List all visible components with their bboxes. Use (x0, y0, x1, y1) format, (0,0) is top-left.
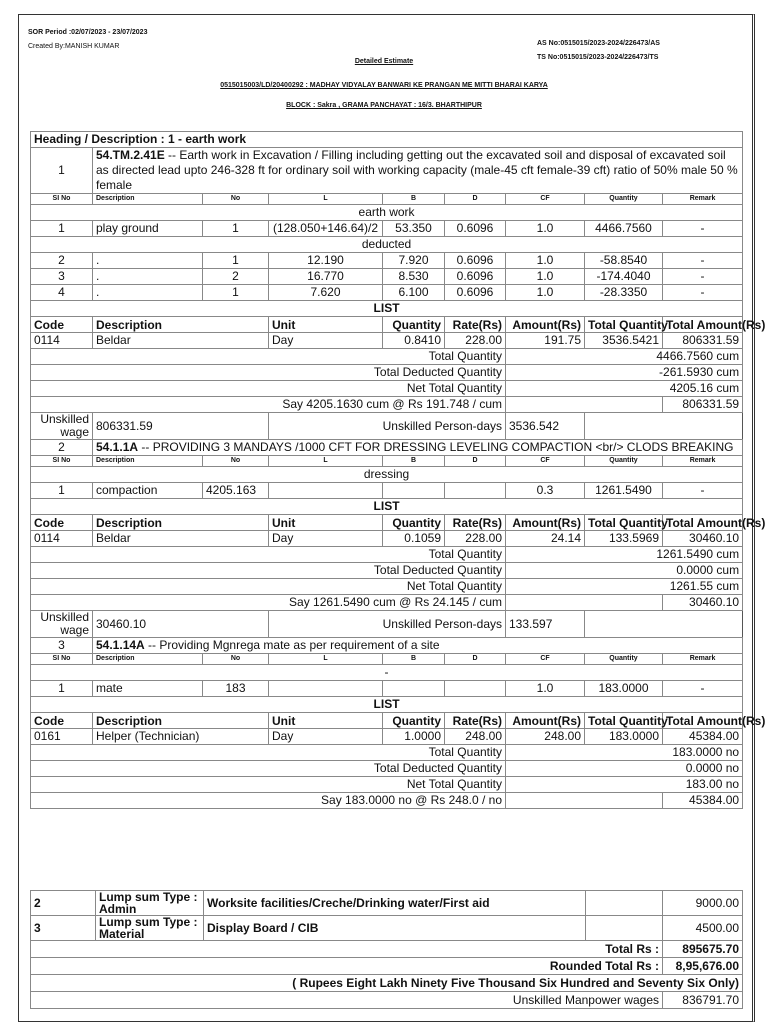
group-title: deducted (31, 237, 743, 253)
measurement-cell: - (663, 221, 743, 237)
ts-number: TS No:0515015/2023-2024/226473/TS (537, 54, 659, 61)
measurement-cell (445, 483, 506, 499)
total-row (31, 579, 743, 595)
group-title: dressing (31, 467, 743, 483)
total-value: 0.0000 cum (506, 563, 743, 579)
list-cell: 24.14 (506, 531, 585, 547)
list-cell: 191.75 (506, 333, 585, 349)
lump-sum-type: Lump sum Type : Material (96, 916, 204, 941)
column-header: Quantity (585, 456, 663, 467)
measurement-cell: mate (93, 681, 203, 697)
measurement-row (31, 483, 743, 499)
section-heading: Heading / Description : 1 - earth work (31, 132, 743, 148)
total-label: Say 4205.1630 cum @ Rs 191.748 / cum (31, 397, 506, 413)
measurement-cell: 1 (203, 285, 269, 301)
total-row (31, 349, 743, 365)
total-row (31, 595, 743, 611)
group-title: earth work (31, 205, 743, 221)
total-label: Total Deducted Quantity (31, 365, 506, 381)
total-value: 1261.55 cum (506, 579, 743, 595)
total-rs-value: 895675.70 (663, 941, 743, 958)
item-description (93, 148, 743, 194)
measurement-cell: 53.350 (383, 221, 445, 237)
list-column-header: Code (31, 713, 93, 729)
list-cell: 228.00 (445, 531, 506, 547)
total-value: 45384.00 (663, 793, 743, 809)
column-header: B (383, 194, 445, 205)
measurement-row (31, 253, 743, 269)
unskilled-wage-row (31, 413, 743, 440)
list-column-header: Rate(Rs) (445, 515, 506, 531)
measurement-cell (269, 483, 383, 499)
block-line: BLOCK : Sakra , GRAMA PANCHAYAT : 16/3. BHARTHIPUR (286, 102, 482, 109)
list-column-header: Description (93, 713, 269, 729)
total-label: Total Quantity (31, 547, 506, 563)
lump-sum-number: 2 (31, 891, 96, 916)
measurement-cell (383, 483, 445, 499)
as-number: AS No:0515015/2023-2024/226473/AS (537, 40, 660, 47)
measurement-row (31, 285, 743, 301)
rounded-total-label: Rounded Total Rs : (31, 958, 663, 975)
item-number: 1 (31, 148, 93, 194)
estimate-table (30, 131, 766, 809)
measurement-cell: 2 (31, 253, 93, 269)
blank-cell (586, 891, 663, 916)
list-label-row (31, 301, 743, 317)
column-header: L (269, 194, 383, 205)
list-column-header: Code (31, 317, 93, 333)
list-cell: Day (269, 729, 383, 745)
column-header: B (383, 654, 445, 665)
list-column-headers (31, 515, 743, 531)
lump-sum-row (31, 891, 743, 916)
list-column-header: Description (93, 515, 269, 531)
lump-sum-description: Display Board / CIB (204, 916, 586, 941)
measurement-row (31, 681, 743, 697)
measurement-cell (445, 681, 506, 697)
column-header: No (203, 194, 269, 205)
list-column-header: Unit (269, 317, 383, 333)
item-number: 3 (31, 638, 93, 654)
sor-period: SOR Period :02/07/2023 - 23/07/2023 (28, 29, 148, 36)
list-label-row (31, 697, 743, 713)
unskilled-wage-label: Unskilled wage (31, 611, 93, 638)
total-row (31, 397, 743, 413)
column-header: SI No (31, 194, 93, 205)
item-description (93, 440, 743, 456)
measurement-cell: 1.0 (506, 269, 585, 285)
measurement-cell: 8.530 (383, 269, 445, 285)
measurement-cell: - (663, 483, 743, 499)
measurement-cell: 12.190 (269, 253, 383, 269)
unskilled-wage-row (31, 611, 743, 638)
column-header: Quantity (585, 654, 663, 665)
list-row (31, 531, 743, 547)
total-label: Net Total Quantity (31, 777, 506, 793)
measurement-cell (269, 681, 383, 697)
person-days-value: 3536.542 (506, 413, 585, 440)
list-cell: 1.0000 (383, 729, 445, 745)
person-days-value: 133.597 (506, 611, 585, 638)
list-cell: 0114 (31, 333, 93, 349)
list-column-header: Quantity (383, 515, 445, 531)
amount-in-words: ( Rupees Eight Lakh Ninety Five Thousand Six Hundred and Seventy Six Only) (31, 975, 743, 992)
measurement-row (31, 221, 743, 237)
column-header: No (203, 654, 269, 665)
list-column-header: Amount(Rs) (506, 317, 585, 333)
created-by: Created By:MANISH KUMAR (28, 43, 120, 50)
measurement-cell: - (663, 269, 743, 285)
measurement-cell: 1.0 (506, 253, 585, 269)
list-column-header: Total Quantity (585, 317, 663, 333)
list-column-header: Amount(Rs) (506, 515, 585, 531)
column-header: CF (506, 456, 585, 467)
measurement-column-headers (31, 654, 743, 665)
list-column-header: Total Amount(Rs) (663, 713, 743, 729)
group-title-row (31, 665, 743, 681)
list-column-header: Rate(Rs) (445, 713, 506, 729)
work-title: 0515015003/LD/20400292 : MADHAY VIDYALAY BANWARI KE PRANGAN ME MITTI BHARAI KARYA (220, 82, 548, 89)
total-label: Total Quantity (31, 349, 506, 365)
list-column-header: Total Amount(Rs) (663, 317, 743, 333)
measurement-cell: 1.0 (506, 681, 585, 697)
column-header: Remark (663, 194, 743, 205)
item-header-row (31, 638, 743, 654)
measurement-cell: 1 (31, 681, 93, 697)
column-header: Remark (663, 456, 743, 467)
measurement-cell: - (663, 681, 743, 697)
item-description-text: -- Earth work in Excavation / Filling including getting out the excavated soil and disposal of excavated soil as directed lead upto 246-328 ft for ordinary soil with working capacity (male-45 cft female-39 cft) ratio of 50% male 50 % female (96, 148, 738, 192)
list-cell: 0.1059 (383, 531, 445, 547)
total-label: Total Deducted Quantity (31, 563, 506, 579)
total-value: 183.0000 no (506, 745, 743, 761)
list-column-header: Description (93, 317, 269, 333)
measurement-cell: -58.8540 (585, 253, 663, 269)
list-cell: Beldar (93, 333, 269, 349)
total-label: Say 183.0000 no @ Rs 248.0 / no (31, 793, 506, 809)
item-header-row (31, 148, 743, 194)
list-column-header: Code (31, 515, 93, 531)
measurement-cell: . (93, 253, 203, 269)
list-column-header: Quantity (383, 713, 445, 729)
measurement-cell: 0.6096 (445, 269, 506, 285)
total-value: -261.5930 cum (506, 365, 743, 381)
item-number: 2 (31, 440, 93, 456)
measurement-cell: 0.6096 (445, 253, 506, 269)
total-rs-label: Total Rs : (31, 941, 663, 958)
measurement-cell: 7.920 (383, 253, 445, 269)
group-title-row (31, 205, 743, 221)
measurement-cell: 4466.7560 (585, 221, 663, 237)
measurement-cell: 0.3 (506, 483, 585, 499)
list-cell: 45384.00 (663, 729, 743, 745)
total-row (31, 761, 743, 777)
total-value: 30460.10 (663, 595, 743, 611)
group-title: - (31, 665, 743, 681)
total-value: 183.00 no (506, 777, 743, 793)
lump-sum-amount: 9000.00 (663, 891, 743, 916)
list-cell: 3536.5421 (585, 333, 663, 349)
total-row (31, 547, 743, 563)
total-label: Total Deducted Quantity (31, 761, 506, 777)
measurement-column-headers (31, 194, 743, 205)
column-header: Quantity (585, 194, 663, 205)
measurement-cell (383, 681, 445, 697)
blank-cell (506, 793, 663, 809)
measurement-column-headers (31, 456, 743, 467)
list-cell: 30460.10 (663, 531, 743, 547)
column-header: D (445, 456, 506, 467)
blank-cell (585, 611, 743, 638)
list-cell: 248.00 (445, 729, 506, 745)
list-column-header: Amount(Rs) (506, 713, 585, 729)
measurement-cell: 1 (203, 253, 269, 269)
column-header: Description (93, 654, 203, 665)
column-header: No (203, 456, 269, 467)
total-value: 0.0000 no (506, 761, 743, 777)
total-row (31, 777, 743, 793)
total-value: 4466.7560 cum (506, 349, 743, 365)
total-label: Say 1261.5490 cum @ Rs 24.145 / cum (31, 595, 506, 611)
measurement-cell: 0.6096 (445, 285, 506, 301)
manpower-wages-row (31, 992, 743, 1009)
lump-sum-description: Worksite facilities/Creche/Drinking water/First aid (204, 891, 586, 916)
measurement-cell: 4 (31, 285, 93, 301)
column-header: Description (93, 194, 203, 205)
list-column-headers (31, 317, 743, 333)
manpower-wages-label: Unskilled Manpower wages (31, 992, 663, 1009)
column-header: CF (506, 194, 585, 205)
list-column-header: Total Quantity (585, 713, 663, 729)
list-column-header: Unit (269, 515, 383, 531)
total-value: 4205.16 cum (506, 381, 743, 397)
total-value: 1261.5490 cum (506, 547, 743, 563)
list-cell: 806331.59 (663, 333, 743, 349)
total-value: 806331.59 (663, 397, 743, 413)
rounded-total-value: 8,95,676.00 (663, 958, 743, 975)
list-label-row (31, 499, 743, 515)
measurement-cell: 183.0000 (585, 681, 663, 697)
list-row (31, 333, 743, 349)
list-column-header: Quantity (383, 317, 445, 333)
manpower-wages-value: 836791.70 (663, 992, 743, 1009)
column-header: Remark (663, 654, 743, 665)
blank-cell (586, 916, 663, 941)
document-title: Detailed Estimate (354, 58, 414, 65)
list-label: LIST (31, 301, 743, 317)
column-header: L (269, 456, 383, 467)
blank-cell (506, 595, 663, 611)
total-label: Total Quantity (31, 745, 506, 761)
measurement-cell: 6.100 (383, 285, 445, 301)
measurement-cell: 4205.163 (203, 483, 269, 499)
measurement-row (31, 269, 743, 285)
list-cell: Day (269, 531, 383, 547)
list-column-header: Unit (269, 713, 383, 729)
measurement-cell: 7.620 (269, 285, 383, 301)
person-days-label: Unskilled Person-days (269, 611, 506, 638)
column-header: D (445, 194, 506, 205)
column-header: B (383, 456, 445, 467)
column-header: L (269, 654, 383, 665)
measurement-cell: - (663, 253, 743, 269)
measurement-cell: 1.0 (506, 221, 585, 237)
measurement-cell: 1 (203, 221, 269, 237)
list-column-headers (31, 713, 743, 729)
list-label: LIST (31, 499, 743, 515)
list-cell: Day (269, 333, 383, 349)
column-header: CF (506, 654, 585, 665)
lump-sum-number: 3 (31, 916, 96, 941)
group-title-row (31, 467, 743, 483)
measurement-cell: 3 (31, 269, 93, 285)
total-rs-row (31, 941, 743, 958)
measurement-cell: - (663, 285, 743, 301)
rounded-total-row (31, 958, 743, 975)
lump-sum-amount: 4500.00 (663, 916, 743, 941)
column-header: SI No (31, 456, 93, 467)
measurement-cell: 16.770 (269, 269, 383, 285)
item-code: 54.1.14A (96, 638, 145, 652)
list-cell: 0.8410 (383, 333, 445, 349)
list-row (31, 729, 743, 745)
item-code: 54.1.1A (96, 440, 139, 454)
measurement-cell: 2 (203, 269, 269, 285)
blank-cell (506, 397, 663, 413)
column-header: Description (93, 456, 203, 467)
item-description-text: -- PROVIDING 3 MANDAYS /1000 CFT FOR DRESSING LEVELING COMPACTION <br/> CLODS BREAKING (138, 440, 734, 454)
total-row (31, 381, 743, 397)
total-row (31, 793, 743, 809)
total-row (31, 365, 743, 381)
measurement-cell: . (93, 285, 203, 301)
measurement-cell: 0.6096 (445, 221, 506, 237)
total-label: Net Total Quantity (31, 579, 506, 595)
column-header: D (445, 654, 506, 665)
list-cell: 183.0000 (585, 729, 663, 745)
blank-cell (585, 413, 743, 440)
list-cell: 248.00 (506, 729, 585, 745)
item-description (93, 638, 743, 654)
measurement-cell: 1 (31, 483, 93, 499)
lump-sum-type: Lump sum Type : Admin (96, 891, 204, 916)
list-cell: 133.5969 (585, 531, 663, 547)
measurement-cell: 1 (31, 221, 93, 237)
total-row (31, 745, 743, 761)
list-cell: 228.00 (445, 333, 506, 349)
list-cell: Beldar (93, 531, 269, 547)
heading-row (31, 132, 743, 148)
list-column-header: Rate(Rs) (445, 317, 506, 333)
measurement-cell: 1.0 (506, 285, 585, 301)
list-cell: 0114 (31, 531, 93, 547)
unskilled-wage-label: Unskilled wage (31, 413, 93, 440)
measurement-cell: -174.4040 (585, 269, 663, 285)
group-title-row (31, 237, 743, 253)
item-header-row (31, 440, 743, 456)
list-label: LIST (31, 697, 743, 713)
unskilled-wage-amount: 806331.59 (93, 413, 269, 440)
item-code: 54.TM.2.41E (96, 148, 165, 162)
measurement-cell: 1261.5490 (585, 483, 663, 499)
amount-in-words-row (31, 975, 743, 992)
lump-sum-table (30, 890, 743, 1009)
measurement-cell: 183 (203, 681, 269, 697)
measurement-cell: -28.3350 (585, 285, 663, 301)
list-cell: 0161 (31, 729, 93, 745)
measurement-cell: . (93, 269, 203, 285)
list-column-header: Total Quantity (585, 515, 663, 531)
list-column-header: Total Amount(Rs) (663, 515, 743, 531)
total-row (31, 563, 743, 579)
measurement-cell: (128.050+146.64)/2 (269, 221, 383, 237)
unskilled-wage-amount: 30460.10 (93, 611, 269, 638)
person-days-label: Unskilled Person-days (269, 413, 506, 440)
lump-sum-row (31, 916, 743, 941)
column-header: SI No (31, 654, 93, 665)
item-description-text: -- Providing Mgnrega mate as per requirement of a site (144, 638, 440, 652)
measurement-cell: compaction (93, 483, 203, 499)
measurement-cell: play ground (93, 221, 203, 237)
list-cell: Helper (Technician) (93, 729, 269, 745)
total-label: Net Total Quantity (31, 381, 506, 397)
